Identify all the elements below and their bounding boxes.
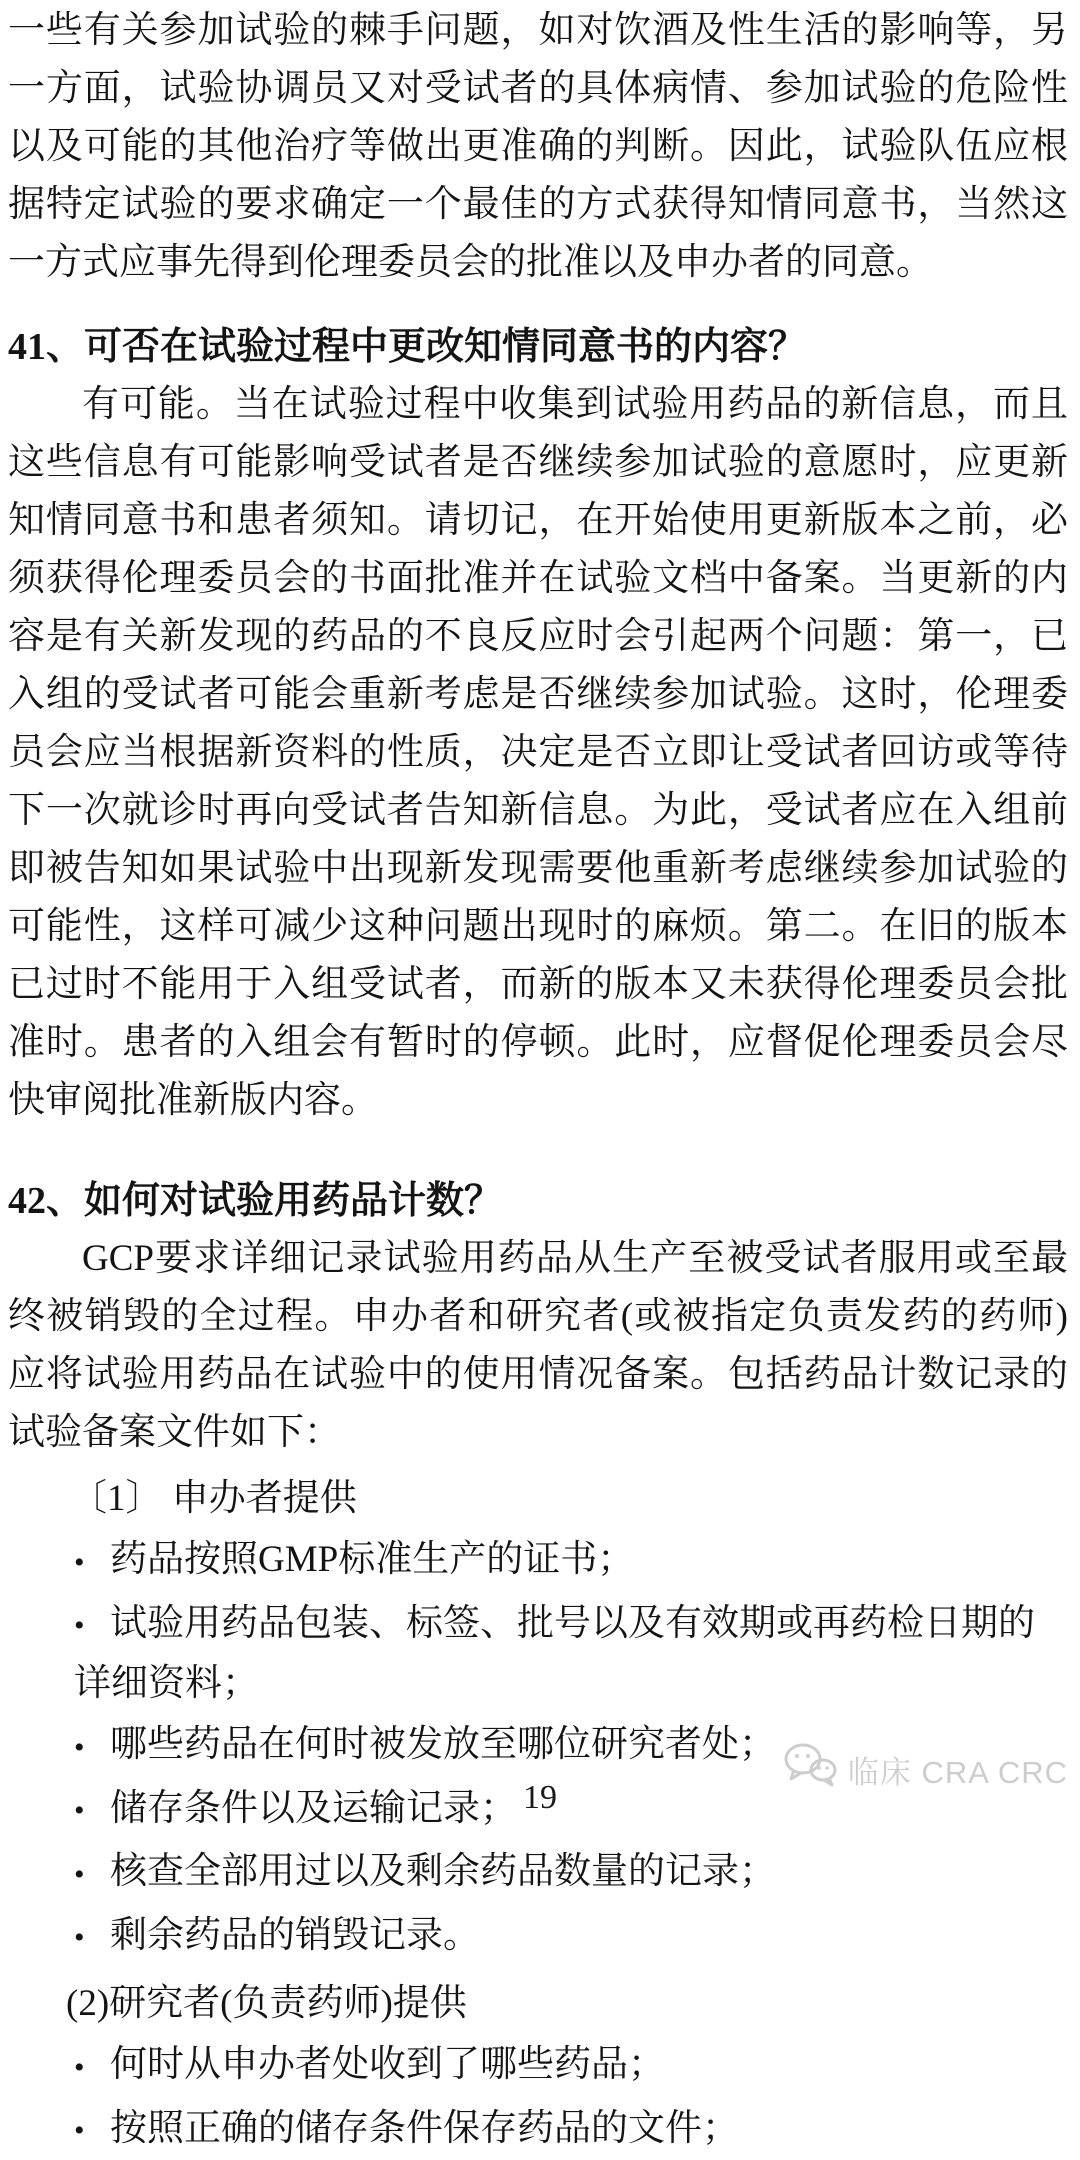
list-item-text: 核查全部用过以及剩余药品数量的记录；	[110, 1851, 776, 1893]
bullet-icon: •	[74, 1921, 85, 1955]
bullet-icon: •	[74, 1857, 85, 1891]
sponsor-provides-label: 〔1〕 申办者提供	[70, 1478, 357, 1519]
question-41-heading: 41、可否在试验过程中更改知情同意书的内容？	[8, 326, 807, 368]
list-item-text: 按照正确的储存条件保存药品的文件；	[110, 2107, 739, 2149]
investigator-items-list	[8, 2036, 1068, 2160]
page-number: 19	[523, 1779, 557, 1816]
list-item	[8, 1595, 1068, 1714]
bullet-icon: •	[74, 2050, 85, 2084]
list-item-text: 剩余药品的销毁记录。	[110, 1914, 480, 1956]
question-42-answer-intro: GCP要求详细记录试验用药品从生产至被受试者服用或至最终被销毁的全过程。申办者和研究者(或被指定负责发药的药师)应将试验用药品在试验中的使用情况备案。包括药品计数记录的试验备案文件如下：	[8, 1238, 1068, 1453]
bullet-icon: •	[74, 1609, 85, 1643]
bullet-icon: •	[74, 2114, 85, 2148]
list-item-text: 试验用药品包装、标签、批号以及有效期或再药检日期的详细资料；	[74, 1602, 1035, 1705]
investigator-provides-label: (2)研究者(负责药师)提供	[66, 1983, 467, 2025]
question-41-answer: 有可能。当在试验过程中收集到试验用药品的新信息，而且这些信息有可能影响受试者是否继续参加试验的意愿时，应更新知情同意书和患者须知。请切记，在开始使用更新版本之前，必须获得伦理委员会的书面批准并在试验文档中备案。当更新的内容是有关新发现的药品的不良反应时会引起两个问题：第一，已入组的受试者可能会重新考虑是否继续参加试验。这时，伦理委员会应当根据新资料的性质，决定是否立即让受试者回访或等待下一次就诊时再向受试者告知新信息。为此，受试者应在入组前即被告知如果试验中出现新发现需要他重新考虑继续参加试验的可能性，这样可减少这种问题出现时的麻烦。第二。在旧的版本已过时不能用于入组受试者，而新的版本又未获得伦理委员会批准时。患者的入组会有暂时的停顿。此时，应督促伦理委员会尽快审阅批准新版内容。	[8, 384, 1068, 1121]
watermark-text: 临床 CRA CRC	[847, 1754, 1068, 1790]
list-item-text: 储存条件以及运输记录；	[110, 1787, 517, 1829]
question-42-heading: 42、如何对试验用药品计数？	[8, 1180, 503, 1222]
list-item-text: 哪些药品在何时被发放至哪位研究者处；	[110, 1724, 776, 1766]
list-item-text: 何时从申办者处收到了哪些药品；	[110, 2044, 665, 2086]
list-item	[8, 1843, 1068, 1904]
bullet-icon: •	[74, 1545, 85, 1579]
bullet-icon: •	[74, 1794, 85, 1828]
continuation-paragraph: 一些有关参加试验的棘手问题，如对饮酒及性生活的影响等，另一方面，试验协调员又对受试者的具体病情、参加试验的危险性以及可能的其他治疗等做出更准确的判断。因此，试验队伍应根据特定试验的要求确定一个最佳的方式获得知情同意书，当然这一方式应事先得到伦理委员会的批准以及申办者的同意。	[8, 10, 1068, 283]
bullet-icon: •	[74, 1730, 85, 1764]
list-item	[8, 1907, 1068, 1968]
list-item-text: 药品按照GMP标准生产的证书；	[110, 1539, 635, 1580]
list-item	[8, 1531, 1068, 1592]
list-item	[8, 2100, 1068, 2160]
list-item	[8, 2036, 1068, 2097]
